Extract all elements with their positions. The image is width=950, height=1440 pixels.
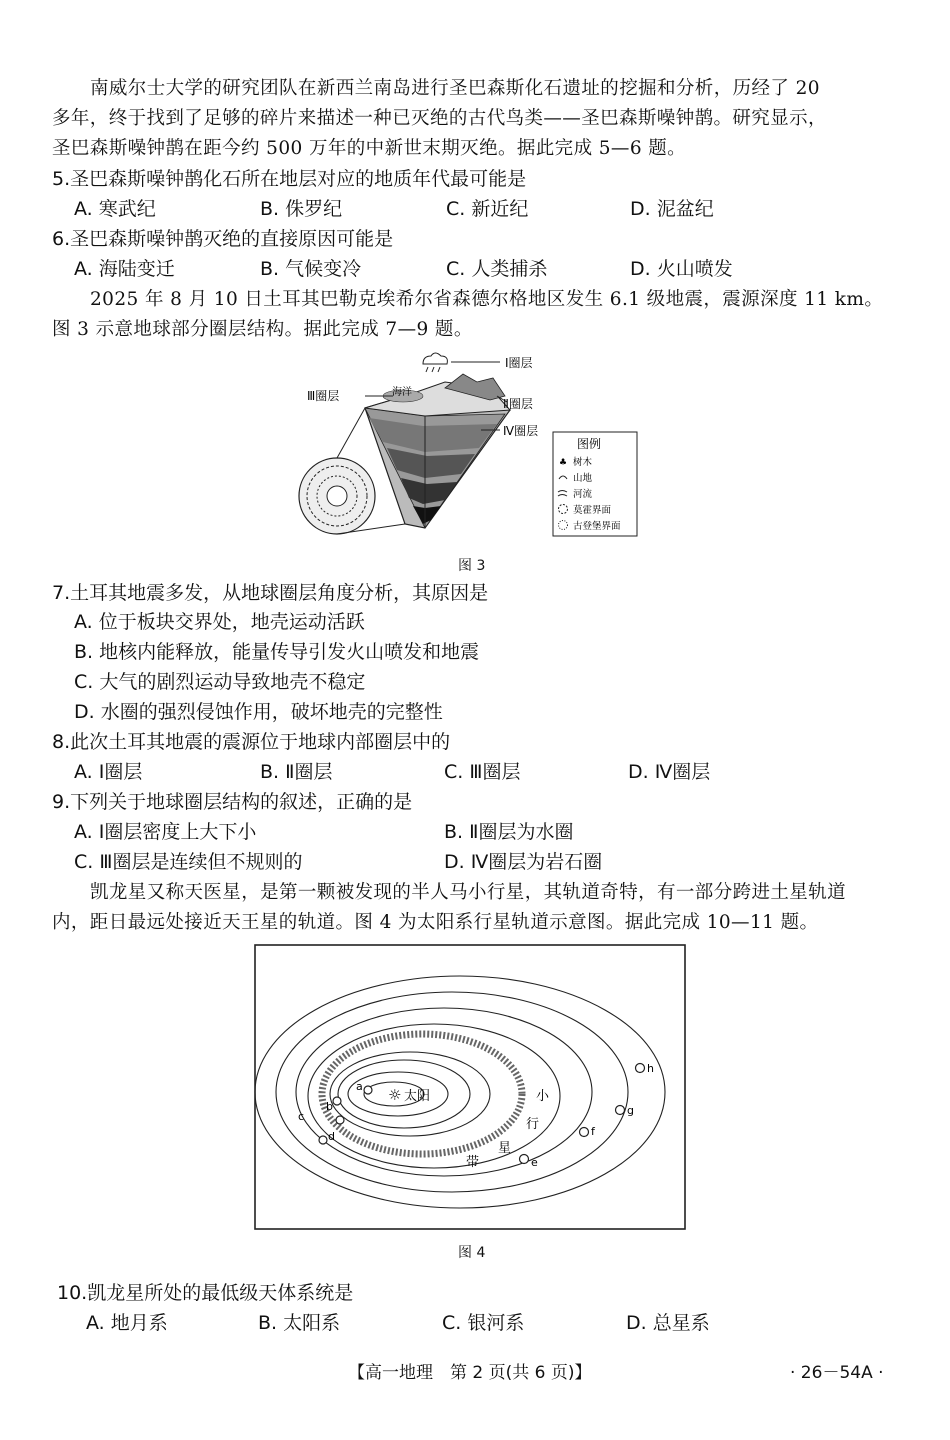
footer-code: · 26－54A · [790, 1363, 884, 1383]
option-b[interactable]: B. Ⅱ圈层 [260, 761, 333, 783]
option-a[interactable]: A. Ⅰ圈层密度上大下小 [74, 821, 257, 843]
figure-4-caption: 图 4 [458, 1245, 486, 1261]
planet-d [319, 1136, 327, 1144]
question-8-stem: 8.此次土耳其地震的震源位于地球内部圈层中的 [52, 731, 451, 753]
planet-e [520, 1155, 529, 1164]
tree-icon: ♣ [559, 458, 568, 468]
footer-page-info: 【高一地理 第 2 页(共 6 页)】 [348, 1363, 592, 1383]
label-layer-1: Ⅰ圈层 [505, 356, 533, 370]
label-planet-b: b [326, 1100, 333, 1113]
passage-line: 内，距日最远处接近天王星的轨道。图 4 为太阳系行星轨道示意图。据此完成 10—11 题。 [52, 912, 819, 933]
option-d[interactable]: D. 水圈的强烈侵蚀作用，破坏地壳的完整性 [74, 701, 443, 723]
figure-3-legend [553, 432, 637, 536]
option-a[interactable]: A. 海陆变迁 [74, 258, 175, 280]
legend-river: 河流 [573, 489, 593, 500]
passage-earthquake [52, 285, 894, 345]
option-c[interactable]: C. Ⅲ圈层 [444, 761, 521, 783]
option-a[interactable]: A. 寒武纪 [74, 198, 156, 220]
option-a[interactable]: A. Ⅰ圈层 [74, 761, 143, 783]
sun-icon: ☼ [388, 1086, 402, 1104]
planet-a [364, 1086, 372, 1094]
cloud-rain-icon [423, 353, 447, 372]
label-planet-f: f [591, 1125, 595, 1138]
option-d[interactable]: D. Ⅳ圈层为岩石圈 [444, 851, 603, 873]
option-d[interactable]: D. Ⅳ圈层 [628, 761, 711, 783]
label-ocean: 海洋 [392, 387, 412, 398]
planet-b [333, 1097, 341, 1105]
legend-moho: 莫霍界面 [573, 505, 612, 516]
label-planet-d: d [328, 1130, 335, 1143]
passage-line: 圣巴森斯噪钟鹊在距今约 500 万年的中新世末期灭绝。据此完成 5—6 题。 [52, 138, 687, 159]
label-sun: 太阳 [404, 1089, 431, 1104]
label-planet-a: a [356, 1080, 363, 1093]
label-layer-2: Ⅱ圈层 [503, 397, 533, 411]
option-d[interactable]: D. 总星系 [626, 1312, 710, 1334]
figure-3-caption: 图 3 [458, 558, 486, 574]
option-a[interactable]: A. 位于板块交界处，地壳运动活跃 [74, 611, 365, 633]
label-planet-e: e [531, 1156, 538, 1169]
layer-wedge [365, 374, 510, 528]
option-c[interactable]: C. 新近纪 [446, 198, 529, 220]
option-c[interactable]: C. 人类捕杀 [446, 258, 548, 280]
option-b[interactable]: B. Ⅱ圈层为水圈 [444, 821, 574, 843]
planet-c [336, 1116, 344, 1124]
label-belt-2: 行 [526, 1117, 540, 1132]
option-b[interactable]: B. 太阳系 [258, 1312, 341, 1334]
figure-4-solar-orbits [254, 944, 686, 1232]
legend-gutenberg: 古登堡界面 [573, 521, 621, 532]
planet-g [616, 1106, 625, 1115]
legend-mountain: 山地 [573, 473, 593, 484]
globe-icon [299, 458, 375, 534]
question-10-stem: 10.凯龙星所处的最低级天体系统是 [57, 1282, 354, 1304]
passage-fossil [52, 74, 894, 164]
passage-chiron [52, 878, 894, 938]
label-layer-3: Ⅲ圈层 [307, 389, 340, 403]
planet-f [580, 1128, 589, 1137]
passage-line: 2025 年 8 月 10 日土耳其巴勒克埃希尔省森德尔格地区发生 6.1 级地震，震源深度 11 km。 [90, 289, 884, 310]
option-d[interactable]: D. 火山喷发 [630, 258, 733, 280]
option-c[interactable]: C. Ⅲ圈层是连续但不规则的 [74, 851, 303, 873]
question-5-stem: 5.圣巴森斯噪钟鹊化石所在地层对应的地质年代最可能是 [52, 168, 527, 190]
option-b[interactable]: B. 气候变冷 [260, 258, 362, 280]
legend-tree: 树木 [573, 457, 593, 468]
passage-line: 多年，终于找到了足够的碎片来描述一种已灭绝的古代鸟类——圣巴森斯噪钟鹊。研究显示， [52, 108, 827, 129]
option-a[interactable]: A. 地月系 [86, 1312, 168, 1334]
option-c[interactable]: C. 银河系 [442, 1312, 525, 1334]
option-b[interactable]: B. 侏罗纪 [260, 198, 343, 220]
question-6-stem: 6.圣巴森斯噪钟鹊灭绝的直接原因可能是 [52, 228, 394, 250]
label-belt-3: 星 [498, 1141, 512, 1156]
label-belt-4: 带 [466, 1155, 480, 1170]
passage-line: 图 3 示意地球部分圈层结构。据此完成 7—9 题。 [52, 319, 473, 340]
passage-line: 凯龙星又称天医星，是第一颗被发现的半人马小行星，其轨道奇特，有一部分跨进土星轨道 [90, 882, 847, 903]
planet-h [636, 1064, 645, 1073]
label-planet-h: h [647, 1062, 654, 1075]
figure-3-earth-layers [295, 348, 640, 548]
question-9-stem: 9.下列关于地球圈层结构的叙述，正确的是 [52, 791, 413, 813]
option-d[interactable]: D. 泥盆纪 [630, 198, 714, 220]
label-planet-g: g [627, 1104, 634, 1117]
label-planet-c: c [298, 1110, 305, 1123]
question-7-stem: 7.土耳其地震多发，从地球圈层角度分析，其原因是 [52, 582, 489, 604]
passage-line: 南威尔士大学的研究团队在新西兰南岛进行圣巴森斯化石遗址的挖掘和分析，历经了 20 [90, 78, 820, 99]
label-layer-4: Ⅳ圈层 [503, 424, 539, 438]
option-c[interactable]: C. 大气的剧烈运动导致地壳不稳定 [74, 671, 366, 693]
label-belt-1: 小 [536, 1089, 550, 1104]
option-b[interactable]: B. 地核内能释放，能量传导引发火山喷发和地震 [74, 641, 480, 663]
legend-title: 图例 [577, 437, 602, 451]
